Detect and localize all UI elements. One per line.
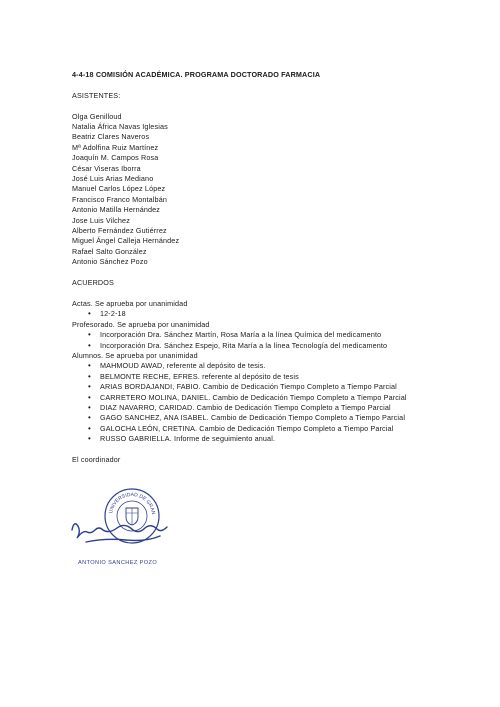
asistente-name: Natalia África Navas Iglesias — [72, 122, 168, 131]
list-item: • GALOCHA LEÓN, CRETINA. Cambio de Dedicación Tiempo Completo a Tiempo Parcial — [72, 424, 452, 434]
asistente-name: Beatriz Clares Naveros — [72, 132, 150, 142]
coordinador-label: El coordinador — [72, 454, 121, 464]
actas-list — [72, 309, 452, 319]
list-item: • BELMONTE RECHE, EFRES. referente al depósito de tesis — [72, 372, 452, 382]
list-item: • Incorporación Dra. Sánchez Martín, Rosa María a la línea Química del medicamento — [72, 330, 452, 340]
asistente-name: Alberto Fernández Gutiérrez — [72, 226, 167, 236]
list-item: • ARIAS BORDAJANDI, FABIO. Cambio de Dedicación Tiempo Completo a Tiempo Parcial — [72, 382, 452, 392]
profesorado-line: Profesorado. Se aprueba por unanimidad — [72, 319, 210, 329]
alumnos-line: Alumnos. Se aprueba por unanimidad — [72, 350, 198, 360]
asistente-name: Mª Adolfina Ruiz Martínez — [72, 142, 159, 152]
university-seal — [66, 476, 159, 543]
asistente-name: Antonio Matilla Hernández — [72, 205, 161, 215]
list-item: • GAGO SANCHEZ, ANA ISABEL. Cambio de Dedicación Tiempo Completo a Tiempo Parcial — [72, 413, 452, 423]
list-item: • DIAZ NAVARRO, CARIDAD. Cambio de Dedicación Tiempo Completo a Tiempo Parcial — [72, 403, 452, 413]
asistente-name: Antonio Sánchez Pozo — [72, 257, 148, 267]
asistente-name: Joaquín M. Campos Rosa — [72, 153, 159, 163]
alumnos-list — [72, 361, 452, 444]
asistente-name: Miguel Ángel Calleja Hernández — [72, 236, 180, 246]
signature-seal-image — [66, 476, 178, 574]
asistente-name: Manuel Carlos López López — [72, 184, 166, 194]
svg-text:UNIVERSIDAD DE GRANADA: UNIVERSIDAD DE GRAN — [108, 491, 156, 515]
asistente-name: José Luis Arias Mediano — [72, 174, 154, 184]
asistente-name: Olga Genilloud — [72, 111, 122, 121]
name-stamp: ANTONIO SANCHEZ POZO — [78, 560, 158, 566]
list-item: • 12-2-18 — [72, 309, 452, 319]
list-item: • Incorporación Dra. Sánchez Espejo, Rita María a la línea Tecnología del medicamento — [72, 341, 452, 351]
asistente-name: Francisco Franco Montalbán — [72, 194, 167, 204]
asistente-name: Rafael Salto González — [72, 246, 147, 256]
document-body — [72, 70, 452, 465]
profesorado-list — [72, 330, 452, 351]
list-item: • RUSSO GABRIELLA. Informe de seguimiento anual. — [72, 434, 452, 444]
actas-line: Actas. Se aprueba por unanimidad — [72, 298, 188, 308]
list-item: • MAHMOUD AWAD, referente al depósito de tesis. — [72, 361, 452, 371]
asistente-name: Jose Luis Vilchez — [72, 215, 130, 225]
list-item: • CARRETERO MOLINA, DANIEL. Cambio de Dedicación Tiempo Completo a Tiempo Parcial — [72, 393, 452, 403]
asistentes-list — [72, 112, 452, 268]
asistente-name: César Viseras Iborra — [72, 163, 141, 173]
document-title: 4-4-18 COMISIÓN ACADÉMICA. PROGRAMA DOCTORADO FARMACIA — [72, 70, 321, 79]
acuerdos-heading: ACUERDOS — [72, 278, 114, 288]
asistentes-heading: ASISTENTES: — [72, 90, 121, 100]
